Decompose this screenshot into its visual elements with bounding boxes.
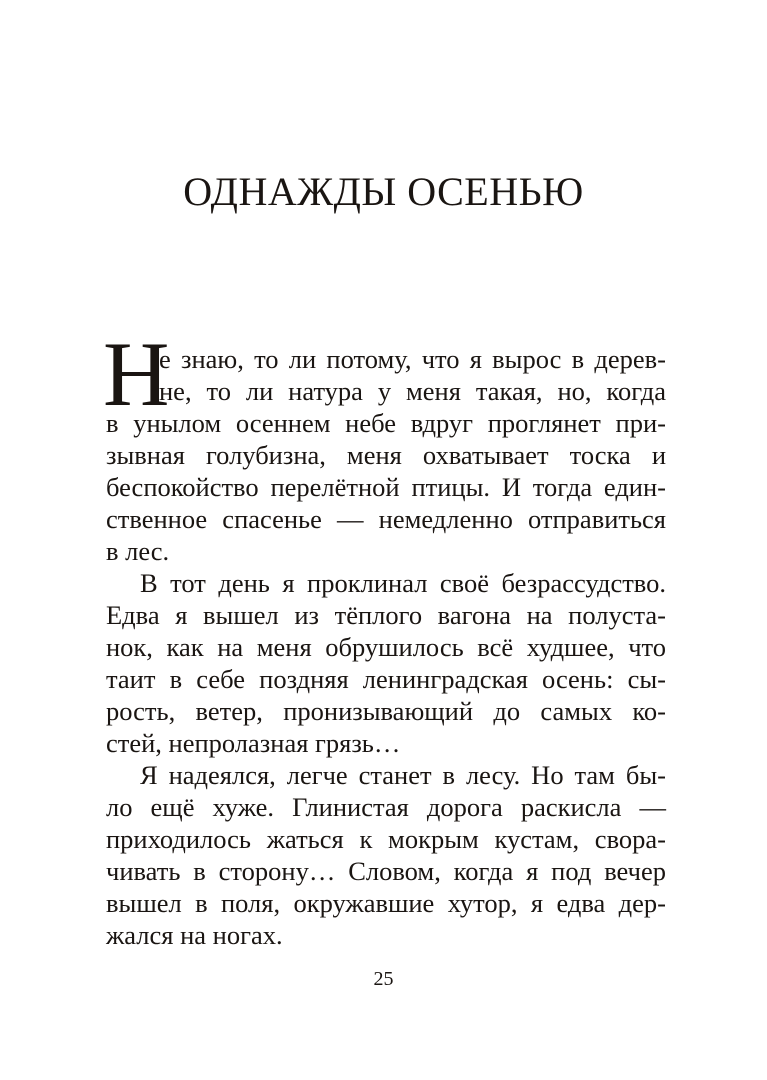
text-line: стей, непролазная грязь… (106, 728, 401, 758)
text-line: рость, ветер, пронизывающий до самых ко- (106, 696, 666, 726)
text-line: не, то ли натура у меня такая, но, когда (159, 376, 666, 406)
drop-cap: Н (103, 323, 170, 425)
text-line: таит в себе поздняя ленинградская осень: сы- (106, 664, 666, 694)
text-line: ственное спасенье — немедленно отправиться (106, 504, 666, 534)
page-number: 25 (373, 968, 394, 990)
text-line: е знаю, то ли потому, что я вырос в дерев- (159, 344, 666, 374)
text-line: Я надеялся, легче станет в лесу. Но там бы- (140, 760, 666, 790)
text-line: В тот день я проклинал своё безрассудство. (140, 568, 666, 598)
text-line: жался на ногах. (106, 920, 283, 950)
text-line: вышел в поля, окружавшие хутор, я едва дер- (106, 888, 666, 918)
text-line: чивать в сторону… Словом, когда я под вечер (106, 856, 666, 886)
text-line: зывная голубизна, меня охватывает тоска и (106, 440, 666, 470)
chapter-title: ОДНАЖДЫ ОСЕНЬЮ (183, 169, 584, 214)
text-line: Едва я вышел из тёплого вагона на полуста- (106, 600, 666, 630)
text-line: нок, как на меня обрушилось всё худшее, что (106, 632, 666, 662)
text-line: в унылом осеннем небе вдруг проглянет при- (106, 408, 666, 438)
text-line: беспокойство перелётной птицы. И тогда един- (106, 472, 666, 502)
text-line: ло ещё хуже. Глинистая дорога раскисла — (106, 792, 666, 822)
text-line: в лес. (106, 536, 170, 566)
text-line: приходилось жаться к мокрым кустам, свора- (106, 824, 666, 854)
